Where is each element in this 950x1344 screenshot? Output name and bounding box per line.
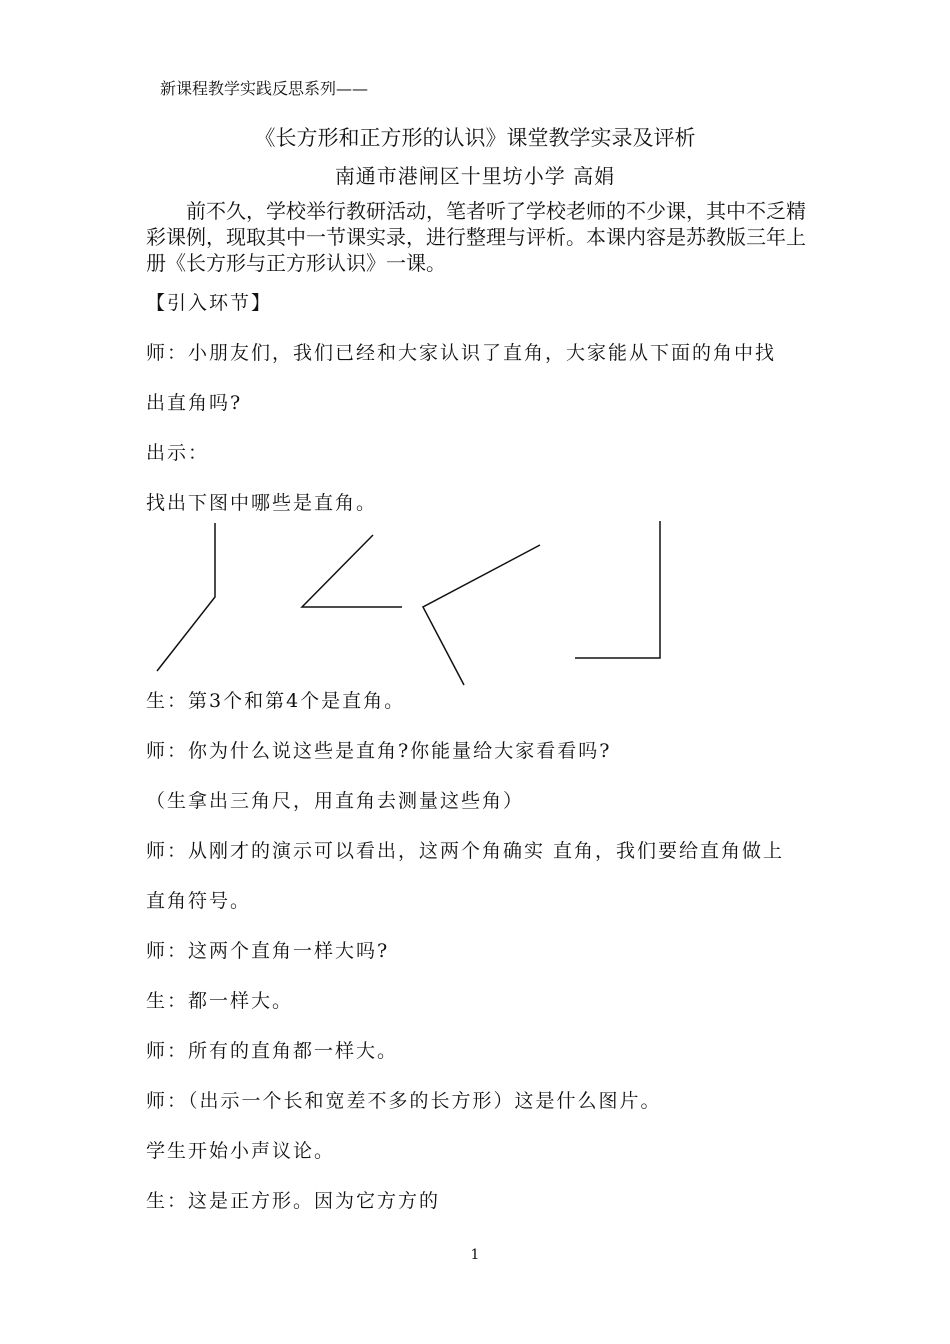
transcript-line: 师：你为什么说这些是直角?你能量给大家看看吗? [146,740,612,762]
transcript-line: 师：这两个直角一样大吗? [146,940,390,962]
angle-3 [423,545,540,685]
transcript-line: 找出下图中哪些是直角。 [146,492,378,514]
transcript-line: 出示： [146,442,210,464]
document-title: 《长方形和正方形的认识》课堂教学实录及评析 [254,126,696,150]
section-heading: 【引入环节】 [146,292,273,314]
transcript-line: 师：小朋友们，我们已经和大家认识了直角，大家能从下面的角中找 [146,342,777,364]
transcript-line: 生：都一样大。 [146,990,294,1012]
angle-1 [157,523,215,671]
transcript-line: 师：所有的直角都一样大。 [146,1040,399,1062]
angles-figure [140,515,680,690]
intro-paragraph: 前不久，学校举行教研活动，笔者听了学校老师的不少课，其中不乏精彩课例，现取其中一节课实录，进行整理与评析。本课内容是苏教版三年上册《长方形与正方形认识》一课。 [146,199,806,275]
transcript-line: 生：这是正方形。因为它方方的 [146,1190,441,1212]
transcript-line: 师：（出示一个长和宽差不多的长方形）这是什么图片。 [146,1090,662,1112]
transcript-line: 学生开始小声议论。 [146,1140,336,1162]
angle-4 [575,521,660,658]
transcript-line: 出直角吗? [146,392,243,414]
transcript-line: （生拿出三角尺，用直角去测量这些角） [146,790,525,812]
transcript-line: 师：从刚才的演示可以看出，这两个角确实 直角，我们要给直角做上 [146,840,785,862]
author-line: 南通市港闸区十里坊小学 高娟 [334,164,616,188]
transcript-line: 生：第3个和第4个是直角。 [146,690,406,712]
angle-2 [302,535,402,607]
transcript-line: 直角符号。 [146,890,252,912]
series-header: 新课程教学实践反思系列—— [160,79,369,98]
page-number: 1 [470,1247,480,1263]
